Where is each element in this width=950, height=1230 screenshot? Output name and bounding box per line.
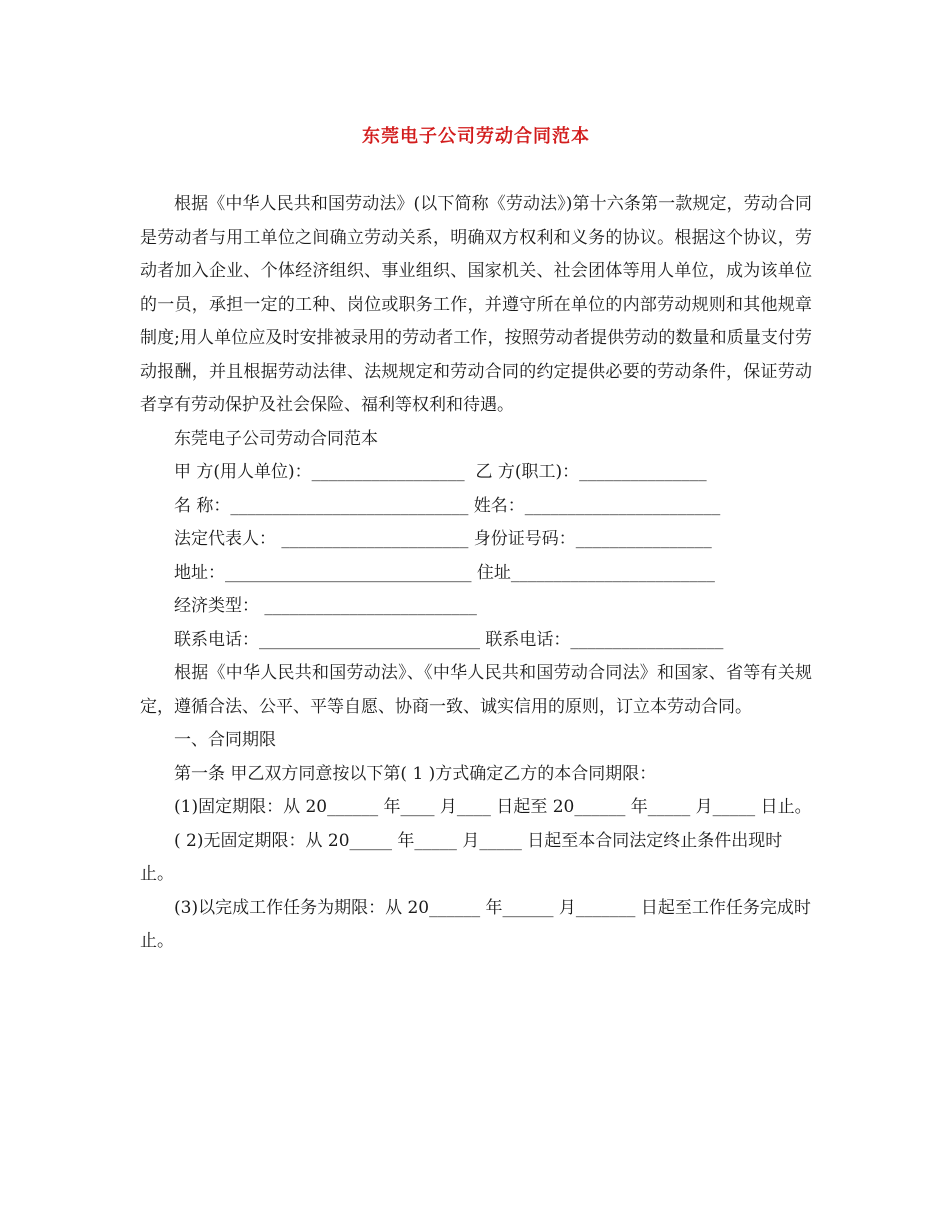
party-a-field: 甲 方(用人单位)：__________________ 乙 方(职工)：_______________ (174, 462, 707, 482)
legal-rep-field: 法定代表人： ______________________ 身份证号码：________________ (174, 529, 712, 549)
address-field: 地址：_____________________________ 住址________________________ (174, 562, 715, 583)
intro-paragraph: 根据《中华人民共和国劳动法》(以下简称《劳动法》)第十六条第一款规定，劳动合同是劳动者与用工单位之间确立劳动关系，明确双方权利和义务的协议。根据这个协议，劳动者加入企业、个体经济组织、事业组织、国家机关、社会团体等用人单位，成为该单位的一员，承担一定的工种、岗位或职务工作，并遵守所在单位的内部劳动规则和其他规章制度;用人单位应及时安排被录用的劳动者工作，按照劳动者提供劳动的数量和质量支付劳动报酬，并且根据劳动法律、法规规定和劳动合同的约定提供必要的劳动条件，保证劳动者享有劳动保护及社会保险、福利等权利和待遇。 (140, 194, 812, 415)
basis-paragraph: 根据《中华人民共和国劳动法》、《中华人民共和国劳动合同法》和国家、省等有关规定，遵循合法、公平、平等自愿、协商一致、诚实信用的原则，订立本劳动合同。 (140, 663, 812, 717)
contract-subtitle: 东莞电子公司劳动合同范本 (174, 428, 378, 449)
article-1: 第一条 甲乙双方同意按以下第( 1 )方式确定乙方的本合同期限： (174, 763, 657, 784)
phone-field: 联系电话：__________________________ 联系电话：__________________ (174, 629, 724, 650)
econ-type-field: 经济类型： _________________________ (174, 596, 477, 616)
section-heading-term: 一、合同期限 (174, 730, 276, 750)
document-title: 东莞电子公司劳动合同范本 (362, 126, 590, 147)
document-body (140, 188, 812, 959)
term-option-3: (3)以完成工作任务为期限：从 20______ 年______ 月_______ 日起至工作任务完成时止。 (140, 897, 811, 951)
term-option-2: ( 2)无固定期限：从 20_____ 年_____ 月_____ 日起至本合同法定终止条件出现时止。 (140, 830, 783, 884)
term-option-1: (1)固定期限：从 20______ 年____ 月____ 日起至 20______ 年_____ 月_____ 日止。 (174, 797, 812, 817)
name-field: 名 称：____________________________ 姓名：_______________________ (174, 495, 721, 516)
